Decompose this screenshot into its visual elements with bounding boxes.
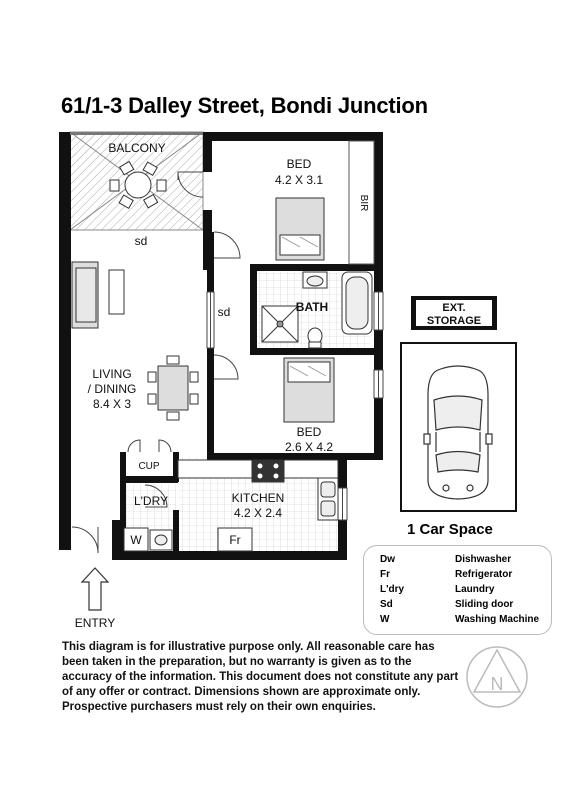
- label-kitchen-size: 4.2 X 2.4: [233, 506, 283, 520]
- legend-meaning: Dishwasher: [455, 554, 512, 565]
- bed1-icon: [276, 198, 324, 260]
- entry-arrow-icon: [82, 568, 108, 610]
- car-icon: [424, 366, 492, 499]
- dining-table-icon: [148, 356, 198, 420]
- legend-meaning: Refrigerator: [455, 569, 513, 580]
- label-bath: BATH: [295, 300, 329, 314]
- label-living-sub: / DINING: [87, 382, 137, 396]
- label-sd-top: sd: [134, 234, 148, 248]
- disclaimer: This diagram is for illustrative purpose only. All reasonable care has been taken in the preparation, but no warranty is given as to the accuracy of the information. This document does not constitute any part of any offer or contract. Dimensions shown are approximate only. Prospective purchasers must rely on their own enquiries.: [62, 641, 459, 713]
- legend-abbr: Sd: [380, 599, 393, 610]
- label-bir: BIR: [358, 194, 369, 212]
- label-living-size: 8.4 X 3: [92, 397, 132, 411]
- label-living: LIVING: [92, 367, 132, 381]
- legend-meaning: Laundry: [455, 584, 495, 595]
- label-ldry: L'DRY: [133, 494, 169, 508]
- label-bed1: BED: [286, 157, 312, 171]
- storage-line1: EXT.: [442, 302, 466, 314]
- label-bed2-size: 2.6 X 4.2: [284, 440, 334, 454]
- label-fr: Fr: [229, 533, 241, 547]
- bed2-icon: [284, 358, 334, 422]
- compass-letter: N: [490, 674, 504, 694]
- label-bed1-size: 4.2 X 3.1: [274, 173, 324, 187]
- label-bed2: BED: [296, 425, 322, 439]
- legend-abbr: W: [380, 614, 390, 625]
- car-space-label: 1 Car Space: [407, 521, 493, 538]
- label-w: W: [130, 533, 142, 547]
- storage-line2: STORAGE: [426, 315, 482, 327]
- legend-abbr: Fr: [380, 569, 390, 580]
- label-kitchen: KITCHEN: [231, 491, 285, 505]
- compass-icon: [467, 647, 527, 707]
- sofa-icon: [72, 262, 124, 328]
- label-balcony: BALCONY: [108, 141, 166, 155]
- legend-abbr: L'dry: [380, 584, 405, 595]
- legend-meaning: Sliding door: [455, 599, 514, 610]
- label-entry: ENTRY: [74, 616, 116, 630]
- legend-meaning: Washing Machine: [455, 614, 540, 625]
- label-cup: CUP: [138, 461, 160, 472]
- page-title: 61/1-3 Dalley Street, Bondi Junction: [61, 93, 428, 118]
- car-space: [401, 343, 516, 511]
- ext-storage: [411, 296, 497, 330]
- label-sd-hall: sd: [217, 305, 231, 319]
- legend: [363, 545, 552, 635]
- legend-abbr: Dw: [380, 554, 395, 565]
